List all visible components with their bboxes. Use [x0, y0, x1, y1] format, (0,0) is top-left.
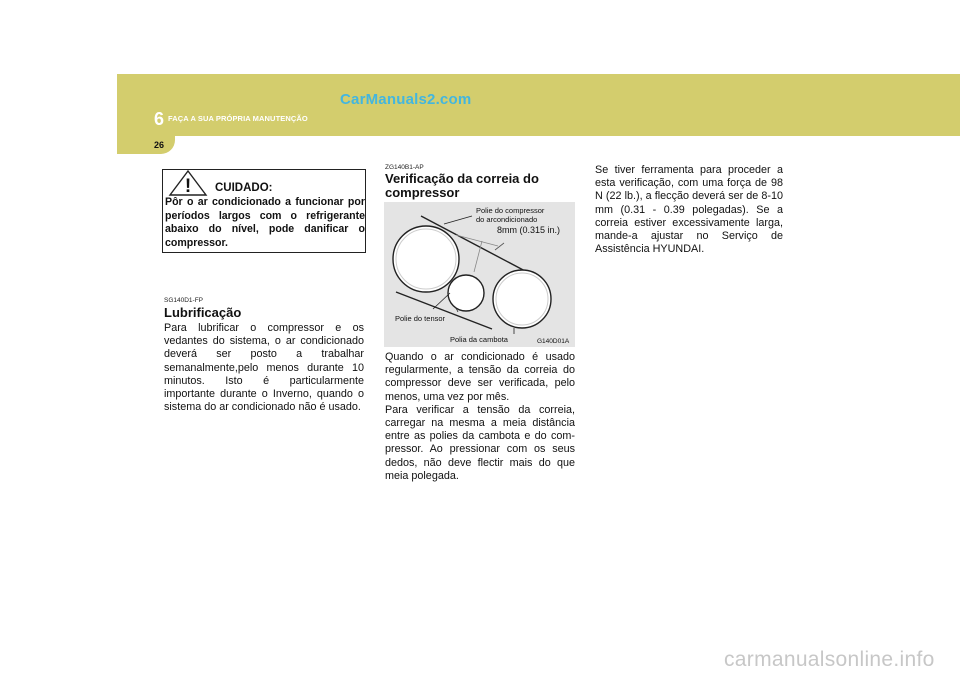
label-deflection: 8mm (0.315 in.) — [497, 225, 561, 235]
svg-text:!: ! — [184, 176, 192, 197]
warning-triangle-icon — [168, 169, 208, 197]
crankshaft-pulley — [493, 270, 551, 328]
paragraph: Quando o ar condicionado é usado regularmente, a tensão da correia do compressor deve ser verificada, pelo menos, uma vez por mês. — [385, 351, 575, 403]
label-compressor-pulley: Polie do compressor — [476, 206, 545, 215]
belt-diagram — [384, 202, 575, 347]
page-number: 26 — [154, 140, 165, 150]
section-code: ZG140B1-AP — [385, 164, 424, 171]
section-code: SG140D1-FP — [164, 297, 204, 304]
paragraph: Para verificar a tensão da correia, carregar na mesma a meia distância entre as polies da cambota e do com-pressor. Ao pressionar com os seus dedos, não deve flectir mais do que meia polegada. — [385, 403, 575, 482]
compressor-pulley — [393, 226, 459, 292]
tensioner-pulley — [448, 275, 484, 311]
chapter-number: 6 — [154, 109, 165, 129]
footer-watermark: carmanualsonline.info — [724, 648, 935, 671]
section-title-line2: compressor — [385, 185, 460, 200]
chapter-title: FAÇA A SUA PRÓPRIA MANUTENÇÃO — [168, 114, 308, 123]
label-tensioner-pulley: Polie do tensor — [395, 314, 446, 323]
page-number-tab — [117, 136, 175, 154]
label-crankshaft-pulley: Polia da cambota — [450, 335, 508, 344]
figure-code: G140D01A — [537, 338, 570, 345]
right-column-text: Se tiver ferramenta para proceder a esta verificação, com uma força de 98 N (22 lb.), a flecção deverá ser de 8-10 mm (0.31 - 0.39 polegadas). Se a correia estiver excessivamente larga, mande-a ajustar no Serviço de Assistência HYUNDAI. — [595, 164, 783, 256]
section-title: Lubrificação — [164, 305, 242, 320]
caution-title: CUIDADO: — [215, 182, 273, 194]
belt-check-text — [385, 351, 575, 483]
watermark-link[interactable]: CarManuals2.com — [340, 91, 472, 108]
header-band — [117, 74, 960, 136]
lubrication-text: Para lubrificar o compressor e os vedantes do sistema, o ar condicionado deverá ser posto a trabalhar semanalmente,pelo menos durante 10 minutos. Isto é particularmente importante durante o Inverno, quando o sistema do ar condicionado não é usado. — [164, 322, 364, 414]
label-compressor-pulley-line2: do arcondicionado — [476, 215, 538, 224]
caution-text: Pôr o ar condicionado a funcionar por períodos largos com o refrigerante abaixo do nível, pode danificar o compressor. — [165, 196, 365, 249]
section-title-line1: Verificação da correia do — [385, 171, 539, 186]
